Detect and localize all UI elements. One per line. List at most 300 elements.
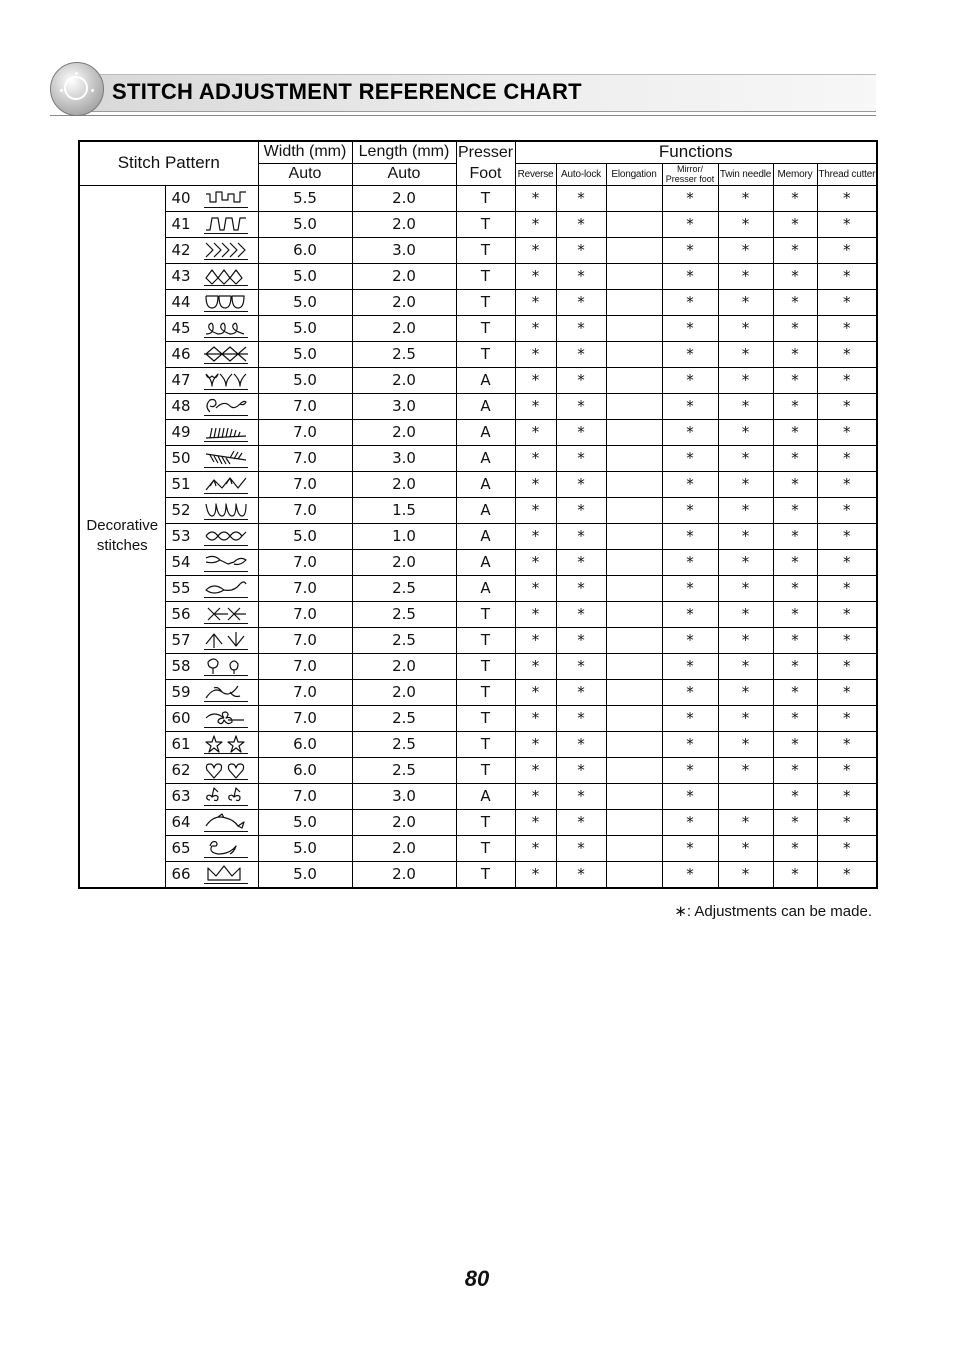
function-twin-cell: * xyxy=(718,549,773,575)
stitch-pattern-cell xyxy=(165,393,258,419)
function-twin-cell: * xyxy=(718,497,773,523)
function-cut-cell: * xyxy=(817,263,877,289)
length-cell: 3.0 xyxy=(352,783,456,809)
function-mem-cell: * xyxy=(773,549,817,575)
stitch-number: 41 xyxy=(171,215,191,233)
function-lock-cell: * xyxy=(556,601,606,627)
function-mem-cell: * xyxy=(773,575,817,601)
width-cell: 5.0 xyxy=(258,523,352,549)
function-rev-cell: * xyxy=(515,705,556,731)
function-mirror-cell: * xyxy=(662,757,718,783)
function-mirror-cell: * xyxy=(662,211,718,237)
width-cell: 5.0 xyxy=(258,263,352,289)
fish-stitch-icon xyxy=(202,552,250,572)
function-cut-cell: * xyxy=(817,575,877,601)
function-lock-cell: * xyxy=(556,471,606,497)
function-twin-cell: * xyxy=(718,211,773,237)
function-lock-cell: * xyxy=(556,185,606,211)
function-lock-cell: * xyxy=(556,575,606,601)
arrow-zigzag-stitch-icon xyxy=(202,474,250,494)
table-row xyxy=(79,393,877,419)
function-elong-cell xyxy=(606,809,662,835)
stitch-pattern-cell xyxy=(165,445,258,471)
header-length: Length (mm) xyxy=(352,141,456,163)
leaf-chain-stitch-icon xyxy=(202,526,250,546)
function-mem-cell: * xyxy=(773,185,817,211)
function-cut-cell: * xyxy=(817,731,877,757)
function-cut-cell: * xyxy=(817,497,877,523)
header-autolock: Auto-lock xyxy=(556,163,606,185)
fern-stitch-icon xyxy=(202,422,250,442)
header-mirror-line1: Mirror/ xyxy=(677,164,703,174)
presser-foot-cell: T xyxy=(456,263,515,289)
table-row xyxy=(79,419,877,445)
stitch-pattern-cell xyxy=(165,549,258,575)
function-mem-cell: * xyxy=(773,367,817,393)
section-dial-icon xyxy=(50,62,104,116)
stitch-number: 48 xyxy=(171,397,191,415)
function-elong-cell xyxy=(606,289,662,315)
stitch-number: 45 xyxy=(171,319,191,337)
function-elong-cell xyxy=(606,419,662,445)
stitch-pattern-cell xyxy=(165,211,258,237)
tulip-stitch-icon xyxy=(202,370,250,390)
cherry-stitch-icon xyxy=(202,786,250,806)
function-cut-cell: * xyxy=(817,393,877,419)
function-mem-cell: * xyxy=(773,861,817,888)
function-elong-cell xyxy=(606,211,662,237)
function-mirror-cell: * xyxy=(662,575,718,601)
width-cell: 5.0 xyxy=(258,315,352,341)
width-cell: 7.0 xyxy=(258,601,352,627)
function-elong-cell xyxy=(606,861,662,888)
width-cell: 5.0 xyxy=(258,367,352,393)
function-mirror-cell: * xyxy=(662,263,718,289)
function-cut-cell: * xyxy=(817,705,877,731)
function-mem-cell: * xyxy=(773,679,817,705)
function-mirror-cell: * xyxy=(662,471,718,497)
function-mem-cell: * xyxy=(773,393,817,419)
category-decorative-stitches xyxy=(79,185,165,888)
stitch-number: 50 xyxy=(171,449,191,467)
length-cell: 3.0 xyxy=(352,393,456,419)
function-mem-cell: * xyxy=(773,289,817,315)
function-lock-cell: * xyxy=(556,263,606,289)
function-mirror-cell: * xyxy=(662,367,718,393)
table-row xyxy=(79,575,877,601)
presser-foot-cell: T xyxy=(456,237,515,263)
function-rev-cell: * xyxy=(515,263,556,289)
table-row xyxy=(79,653,877,679)
function-mirror-cell: * xyxy=(662,289,718,315)
stitch-number: 47 xyxy=(171,371,191,389)
stitch-number: 53 xyxy=(171,527,191,545)
page-number: 80 xyxy=(464,1266,490,1291)
stitch-number: 46 xyxy=(171,345,191,363)
stitch-pattern-cell xyxy=(165,835,258,861)
square-wave-stitch-icon xyxy=(202,214,250,234)
header-reverse: Reverse xyxy=(515,163,556,185)
function-elong-cell xyxy=(606,315,662,341)
table-row xyxy=(79,679,877,705)
presser-foot-cell: A xyxy=(456,783,515,809)
width-cell: 5.5 xyxy=(258,185,352,211)
presser-foot-cell: T xyxy=(456,809,515,835)
presser-foot-cell: A xyxy=(456,445,515,471)
presser-foot-cell: T xyxy=(456,627,515,653)
table-row xyxy=(79,523,877,549)
function-mem-cell: * xyxy=(773,211,817,237)
presser-foot-cell: T xyxy=(456,861,515,888)
stitch-number: 62 xyxy=(171,761,191,779)
function-rev-cell: * xyxy=(515,601,556,627)
function-rev-cell: * xyxy=(515,289,556,315)
presser-foot-cell: T xyxy=(456,653,515,679)
header-width: Width (mm) xyxy=(258,141,352,163)
stitch-chart-table xyxy=(78,140,878,889)
function-mirror-cell: * xyxy=(662,393,718,419)
stitch-pattern-cell xyxy=(165,523,258,549)
function-mem-cell: * xyxy=(773,341,817,367)
presser-foot-cell: A xyxy=(456,497,515,523)
duck-stitch-icon xyxy=(202,838,250,858)
function-lock-cell: * xyxy=(556,497,606,523)
crown-stitch-icon xyxy=(202,864,250,884)
width-cell: 7.0 xyxy=(258,705,352,731)
function-cut-cell: * xyxy=(817,601,877,627)
function-lock-cell: * xyxy=(556,341,606,367)
length-cell: 2.0 xyxy=(352,367,456,393)
function-elong-cell xyxy=(606,783,662,809)
arrow-flower-stitch-icon xyxy=(202,630,250,650)
function-mem-cell: * xyxy=(773,471,817,497)
function-mirror-cell: * xyxy=(662,419,718,445)
stitch-number: 58 xyxy=(171,657,191,675)
diamond-chain-stitch-icon xyxy=(202,266,250,286)
presser-foot-cell: T xyxy=(456,835,515,861)
function-mem-cell: * xyxy=(773,237,817,263)
length-cell: 1.0 xyxy=(352,523,456,549)
function-elong-cell xyxy=(606,263,662,289)
stitch-number: 57 xyxy=(171,631,191,649)
presser-foot-cell: T xyxy=(456,211,515,237)
width-cell: 7.0 xyxy=(258,575,352,601)
length-cell: 2.5 xyxy=(352,757,456,783)
function-mem-cell: * xyxy=(773,757,817,783)
footnote: ∗: Adjustments can be made. xyxy=(674,903,872,920)
width-cell: 5.0 xyxy=(258,289,352,315)
function-lock-cell: * xyxy=(556,211,606,237)
function-rev-cell: * xyxy=(515,445,556,471)
function-mem-cell: * xyxy=(773,523,817,549)
width-cell: 6.0 xyxy=(258,757,352,783)
header-mirror-line2: Presser foot xyxy=(665,174,715,184)
width-cell: 7.0 xyxy=(258,393,352,419)
function-cut-cell: * xyxy=(817,809,877,835)
header-mirror xyxy=(662,163,718,185)
feather-stitch-icon xyxy=(202,448,250,468)
function-lock-cell: * xyxy=(556,757,606,783)
stitch-number: 61 xyxy=(171,735,191,753)
function-lock-cell: * xyxy=(556,653,606,679)
star-stitch-icon xyxy=(202,734,250,754)
function-elong-cell xyxy=(606,341,662,367)
length-cell: 2.0 xyxy=(352,419,456,445)
table-row xyxy=(79,471,877,497)
function-lock-cell: * xyxy=(556,731,606,757)
function-rev-cell: * xyxy=(515,185,556,211)
header-foot: Foot xyxy=(456,163,515,185)
function-mirror-cell: * xyxy=(662,835,718,861)
table-row xyxy=(79,237,877,263)
function-rev-cell: * xyxy=(515,393,556,419)
function-twin-cell: * xyxy=(718,393,773,419)
function-rev-cell: * xyxy=(515,653,556,679)
presser-foot-cell: T xyxy=(456,731,515,757)
function-elong-cell xyxy=(606,627,662,653)
function-lock-cell: * xyxy=(556,445,606,471)
function-rev-cell: * xyxy=(515,809,556,835)
stitch-number: 40 xyxy=(171,189,191,207)
width-cell: 6.0 xyxy=(258,237,352,263)
stitch-pattern-cell xyxy=(165,653,258,679)
function-rev-cell: * xyxy=(515,575,556,601)
header-stitch-pattern: Stitch Pattern xyxy=(79,141,258,185)
function-twin-cell: * xyxy=(718,731,773,757)
stitch-number: 65 xyxy=(171,839,191,857)
table-row xyxy=(79,549,877,575)
function-lock-cell: * xyxy=(556,315,606,341)
function-lock-cell: * xyxy=(556,237,606,263)
function-rev-cell: * xyxy=(515,497,556,523)
function-mem-cell: * xyxy=(773,315,817,341)
stitch-pattern-cell xyxy=(165,705,258,731)
stitch-number: 44 xyxy=(171,293,191,311)
bud-stitch-icon xyxy=(202,656,250,676)
width-cell: 5.0 xyxy=(258,835,352,861)
length-cell: 2.5 xyxy=(352,575,456,601)
function-rev-cell: * xyxy=(515,731,556,757)
function-elong-cell xyxy=(606,757,662,783)
table-row xyxy=(79,185,877,211)
function-mirror-cell: * xyxy=(662,523,718,549)
function-lock-cell: * xyxy=(556,419,606,445)
function-mirror-cell: * xyxy=(662,315,718,341)
presser-foot-cell: T xyxy=(456,315,515,341)
function-mem-cell: * xyxy=(773,653,817,679)
stitch-number: 63 xyxy=(171,787,191,805)
width-cell: 7.0 xyxy=(258,679,352,705)
header-functions: Functions xyxy=(515,141,877,163)
width-cell: 7.0 xyxy=(258,419,352,445)
stitch-number: 59 xyxy=(171,683,191,701)
function-twin-cell xyxy=(718,783,773,809)
width-cell: 7.0 xyxy=(258,783,352,809)
function-lock-cell: * xyxy=(556,367,606,393)
function-cut-cell: * xyxy=(817,315,877,341)
function-lock-cell: * xyxy=(556,393,606,419)
function-cut-cell: * xyxy=(817,679,877,705)
zigzag-box-stitch-icon xyxy=(202,188,250,208)
function-rev-cell: * xyxy=(515,783,556,809)
presser-foot-cell: A xyxy=(456,393,515,419)
stitch-pattern-cell xyxy=(165,627,258,653)
title-banner xyxy=(50,62,876,114)
banner-underline xyxy=(50,115,876,116)
stitch-pattern-cell xyxy=(165,809,258,835)
header-presser: Presser xyxy=(456,141,515,163)
length-cell: 3.0 xyxy=(352,445,456,471)
stitch-pattern-cell xyxy=(165,601,258,627)
function-elong-cell xyxy=(606,237,662,263)
function-rev-cell: * xyxy=(515,341,556,367)
function-twin-cell: * xyxy=(718,835,773,861)
loop-stitch-icon xyxy=(202,318,250,338)
dolphin-stitch-icon xyxy=(202,812,250,832)
function-mirror-cell: * xyxy=(662,549,718,575)
table-row xyxy=(79,601,877,627)
stitch-number: 64 xyxy=(171,813,191,831)
table-row xyxy=(79,835,877,861)
function-mirror-cell: * xyxy=(662,861,718,888)
length-cell: 2.0 xyxy=(352,471,456,497)
function-twin-cell: * xyxy=(718,757,773,783)
stitch-number: 56 xyxy=(171,605,191,623)
function-cut-cell: * xyxy=(817,419,877,445)
width-cell: 7.0 xyxy=(258,653,352,679)
stitch-number: 43 xyxy=(171,267,191,285)
function-twin-cell: * xyxy=(718,341,773,367)
function-twin-cell: * xyxy=(718,705,773,731)
header-width-auto: Auto xyxy=(258,163,352,185)
width-cell: 5.0 xyxy=(258,861,352,888)
function-elong-cell xyxy=(606,471,662,497)
width-cell: 7.0 xyxy=(258,497,352,523)
function-elong-cell xyxy=(606,705,662,731)
function-cut-cell: * xyxy=(817,471,877,497)
length-cell: 1.5 xyxy=(352,497,456,523)
function-elong-cell xyxy=(606,653,662,679)
width-cell: 7.0 xyxy=(258,627,352,653)
shell-cup-stitch-icon xyxy=(202,292,250,312)
stitch-pattern-cell xyxy=(165,419,258,445)
table-row xyxy=(79,731,877,757)
function-cut-cell: * xyxy=(817,783,877,809)
width-cell: 6.0 xyxy=(258,731,352,757)
function-mirror-cell: * xyxy=(662,627,718,653)
function-mem-cell: * xyxy=(773,601,817,627)
table-row xyxy=(79,705,877,731)
function-rev-cell: * xyxy=(515,835,556,861)
function-mem-cell: * xyxy=(773,705,817,731)
wave-satin-stitch-icon xyxy=(202,500,250,520)
function-twin-cell: * xyxy=(718,809,773,835)
function-elong-cell xyxy=(606,679,662,705)
length-cell: 2.5 xyxy=(352,341,456,367)
table-row xyxy=(79,861,877,888)
function-lock-cell: * xyxy=(556,627,606,653)
function-rev-cell: * xyxy=(515,211,556,237)
presser-foot-cell: A xyxy=(456,419,515,445)
leaf-stitch-icon xyxy=(202,578,250,598)
function-twin-cell: * xyxy=(718,861,773,888)
table-row xyxy=(79,341,877,367)
function-rev-cell: * xyxy=(515,861,556,888)
function-mem-cell: * xyxy=(773,263,817,289)
function-rev-cell: * xyxy=(515,367,556,393)
scroll-stitch-icon xyxy=(202,396,250,416)
presser-foot-cell: A xyxy=(456,367,515,393)
width-cell: 5.0 xyxy=(258,211,352,237)
function-twin-cell: * xyxy=(718,471,773,497)
function-mem-cell: * xyxy=(773,497,817,523)
stitch-number: 60 xyxy=(171,709,191,727)
page-title: STITCH ADJUSTMENT REFERENCE CHART xyxy=(112,79,582,104)
function-mirror-cell: * xyxy=(662,731,718,757)
function-mirror-cell: * xyxy=(662,185,718,211)
function-cut-cell: * xyxy=(817,653,877,679)
stitch-pattern-cell xyxy=(165,861,258,888)
length-cell: 2.5 xyxy=(352,731,456,757)
function-lock-cell: * xyxy=(556,289,606,315)
length-cell: 2.0 xyxy=(352,835,456,861)
function-rev-cell: * xyxy=(515,237,556,263)
presser-foot-cell: T xyxy=(456,757,515,783)
table-row xyxy=(79,783,877,809)
table-row xyxy=(79,809,877,835)
function-mirror-cell: * xyxy=(662,809,718,835)
function-lock-cell: * xyxy=(556,783,606,809)
length-cell: 2.0 xyxy=(352,289,456,315)
stitch-pattern-cell xyxy=(165,263,258,289)
vine-stitch-icon xyxy=(202,682,250,702)
stitch-number: 55 xyxy=(171,579,191,597)
function-twin-cell: * xyxy=(718,653,773,679)
presser-foot-cell: T xyxy=(456,289,515,315)
header-elongation: Elongation xyxy=(606,163,662,185)
header-twin-needle: Twin needle xyxy=(718,163,773,185)
function-rev-cell: * xyxy=(515,757,556,783)
stitch-pattern-cell xyxy=(165,471,258,497)
function-cut-cell: * xyxy=(817,445,877,471)
width-cell: 5.0 xyxy=(258,809,352,835)
function-twin-cell: * xyxy=(718,523,773,549)
length-cell: 2.5 xyxy=(352,705,456,731)
length-cell: 2.0 xyxy=(352,185,456,211)
function-mirror-cell: * xyxy=(662,705,718,731)
length-cell: 2.0 xyxy=(352,315,456,341)
category-line2: stitches xyxy=(96,537,148,554)
stitch-pattern-cell xyxy=(165,289,258,315)
function-mem-cell: * xyxy=(773,627,817,653)
header-length-auto: Auto xyxy=(352,163,456,185)
table-row xyxy=(79,211,877,237)
stitch-pattern-cell xyxy=(165,757,258,783)
diamond-stitch-icon xyxy=(202,344,250,364)
table-row xyxy=(79,289,877,315)
function-cut-cell: * xyxy=(817,523,877,549)
function-lock-cell: * xyxy=(556,809,606,835)
function-cut-cell: * xyxy=(817,211,877,237)
function-twin-cell: * xyxy=(718,315,773,341)
function-mirror-cell: * xyxy=(662,497,718,523)
function-rev-cell: * xyxy=(515,627,556,653)
length-cell: 3.0 xyxy=(352,237,456,263)
header-thread-cutter: Thread cutter xyxy=(817,163,877,185)
clover-stitch-icon xyxy=(202,708,250,728)
table-row xyxy=(79,627,877,653)
length-cell: 2.0 xyxy=(352,809,456,835)
